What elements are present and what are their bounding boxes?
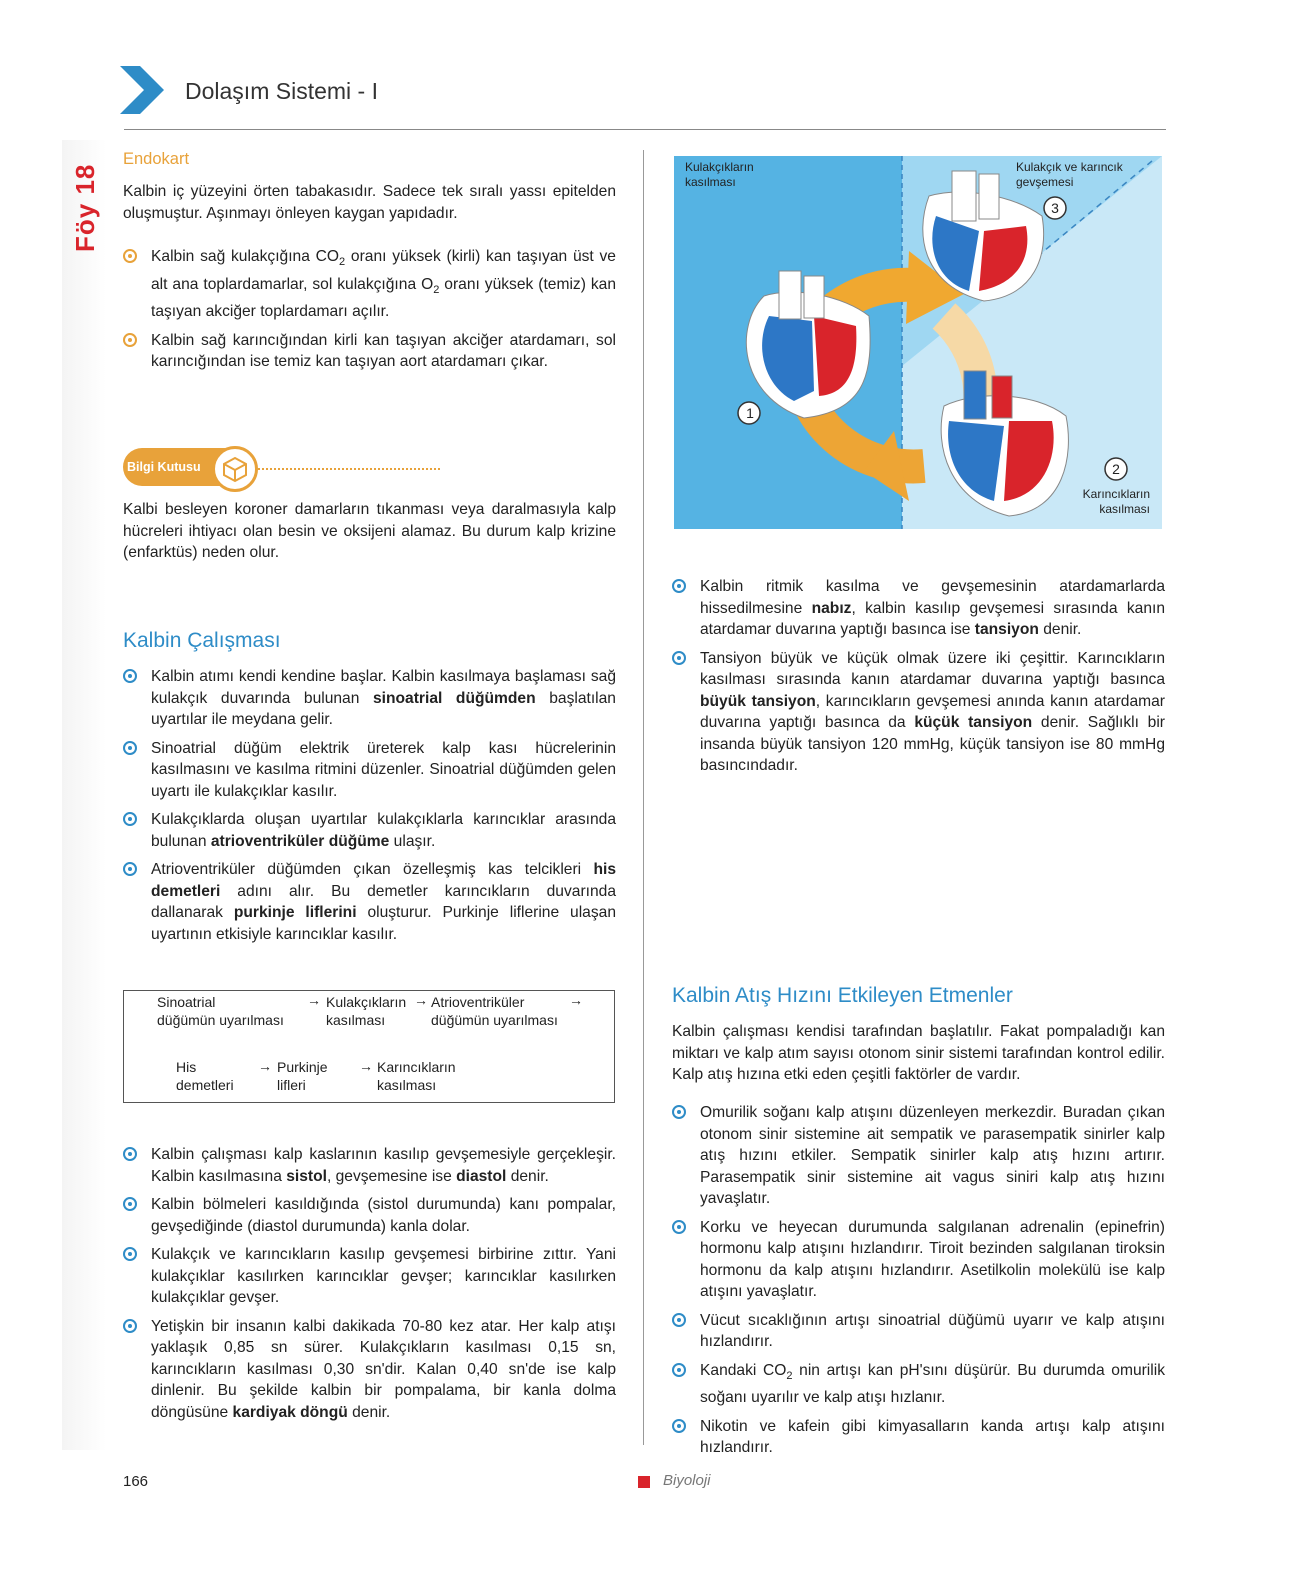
bullet-icon bbox=[123, 249, 137, 263]
bullet-icon bbox=[123, 812, 137, 826]
list-item: Kulakçıklarda oluşan uyartılar kulakçıklarla karıncıklar arasında bulunan atrioventriküler düğüme ulaşır. bbox=[123, 809, 616, 852]
figure-label-karincik-kasilmasi: Karıncıkların kasılması bbox=[1082, 487, 1150, 516]
box-icon bbox=[212, 446, 258, 492]
endokart-title: Endokart bbox=[123, 150, 190, 168]
flow-arrow: → bbox=[359, 1058, 373, 1074]
list-item: Korku ve heyecan durumunda salgılanan adrenalin (epinefrin) hormonu kalp atışını hızlandırır. Tiroit bezinden salgılanan tiroksin hormonu da kalp atışını hızlandırır. Asetilkolin molekülü ise kalp atışını yavaşlatır. bbox=[672, 1217, 1165, 1303]
side-tab bbox=[62, 140, 106, 1450]
endokart-text: Kalbin iç yüzeyini örten tabakasıdır. Sadece tek sıralı yassı epitelden oluşmuştur. Aşınmayı önleyen kaygan yapıdadır. bbox=[123, 183, 616, 222]
flow-step-purkinje: Purkinje lifleri bbox=[277, 1059, 328, 1093]
cardiac-cycle-figure bbox=[674, 156, 1162, 529]
column-divider bbox=[643, 150, 644, 1445]
etmenler-intro: Kalbin çalışması kendisi tarafından başlatılır. Fakat pompaladığı kan miktarı ve kalp atım sayısı otonom sinir sistemi tarafından kontrol edilir. Kalp atış hızına etki eden çeşitli faktörler de vardır. bbox=[672, 1023, 1165, 1083]
list-item: Kalbin sağ karıncığından kirli kan taşıyan akciğer atardamarı, sol karıncığından ise temiz kan taşıyan aort atardamarı çıkar. bbox=[123, 330, 616, 373]
info-box-label: Bilgi Kutusu bbox=[127, 460, 201, 474]
page-title: Dolaşım Sistemi - I bbox=[185, 78, 378, 104]
sistol-list bbox=[123, 1144, 616, 1430]
bullet-icon bbox=[672, 1220, 686, 1234]
bullet-icon bbox=[123, 669, 137, 683]
flow-step-kulakcik: Kulakçıkların kasılması bbox=[326, 994, 407, 1028]
list-item: Tansiyon büyük ve küçük olmak üzere iki çeşittir. Karıncıkların kasılması sırasında kanın atardamar duvarına yaptığı basınca büyük tansiyon, karıncıkların gevşemesi anında kanın atardamar duvarına yaptığı basınca da küçük tansiyon denir. Sağlıklı bir insanda büyük tansiyon 120 mmHg, küçük tansiyon ise 80 mmHg basıncındadır. bbox=[672, 648, 1165, 777]
subject-square-icon bbox=[638, 1476, 650, 1488]
bullet-icon bbox=[123, 1147, 137, 1161]
page-number: 166 bbox=[123, 1473, 149, 1490]
flow-arrow: → bbox=[258, 1058, 272, 1074]
section-title-kalbin-calismasi: Kalbin Çalışması bbox=[123, 629, 281, 652]
bullet-icon bbox=[123, 862, 137, 876]
bullet-icon bbox=[123, 1319, 137, 1333]
flow-step-his: His demetleri bbox=[176, 1059, 234, 1093]
chevron-logo-icon bbox=[120, 66, 166, 114]
bullet-icon bbox=[672, 1363, 686, 1377]
flow-arrow: → bbox=[569, 992, 583, 1008]
list-item: Atrioventriküler düğümden çıkan özelleşmiş kas telcikleri his demetleri adını alır. Bu demetler karıncıkların duvarında dallanarak purkinje liflerini oluşturur. Purkinje liflerine ulaşan uyartının etkisiyle karıncıklar kasılır. bbox=[123, 859, 616, 945]
section-title-etmenler: Kalbin Atış Hızını Etkileyen Etmenler bbox=[672, 984, 1013, 1007]
list-item: Kalbin atımı kendi kendine başlar. Kalbin kasılmaya başlaması sağ kulakçık duvarında bulunan sinoatrial düğümden başlatılan uyartılar ile meydana gelir. bbox=[123, 666, 616, 731]
bullet-icon bbox=[672, 1419, 686, 1433]
list-item: Omurilik soğanı kalp atışını düzenleyen merkezdir. Buradan çıkan otonom sinir sistemine ait sempatik ve parasempatik sinirler kalp atış hızını etkiler. Sempatik sinirler kalp atış hızını artırır. Parasempatik sinir sistemine ait vagus siniri kalp atış hızını yavaşlatır. bbox=[672, 1102, 1165, 1210]
flow-arrow: → bbox=[307, 992, 321, 1008]
header-rule bbox=[124, 129, 1166, 130]
flow-step-karincik: Karıncıkların kasılması bbox=[377, 1059, 456, 1093]
kalbin-calismasi-list bbox=[123, 666, 616, 952]
figure-label-gevseme: Kulakçık ve karıncık gevşemesi bbox=[1016, 160, 1123, 189]
subject-label: Biyoloji bbox=[663, 1472, 711, 1489]
list-item: Sinoatrial düğüm elektrik üreterek kalp kası hücrelerinin kasılmasını ve kasılma ritmini düzenler. Sinoatrial düğümden gelen uyartı ile kulakçıklar kasılır. bbox=[123, 738, 616, 803]
list-item: Vücut sıcaklığının artışı sinoatrial düğümü uyarır ve kalp atışını hızlandırır. bbox=[672, 1310, 1165, 1353]
endokart-list bbox=[123, 246, 616, 380]
bullet-icon bbox=[123, 1247, 137, 1261]
bullet-icon bbox=[123, 1197, 137, 1211]
list-item: Kulakçık ve karıncıkların kasılıp gevşemesi birbirine zıttır. Yani kulakçıklar kasılırken karıncıklar gevşer; karıncıklar kasılırken kulakçıklar gevşer. bbox=[123, 1244, 616, 1309]
figure-number-1: 1 bbox=[746, 405, 754, 421]
list-item: Yetişkin bir insanın kalbi dakikada 70-80 kez atar. Her kalp atışı yaklaşık 0,85 sn sürer. Kulakçıkların kasılması 0,15 sn, karıncıkların kasılması 0,30 sn'dir. Kalan 0,40 sn'de ise kalp dinlenir. Bu şekilde kalbin bir pompalama, bir kanla dolma döngüsüne kardiyak döngü denir. bbox=[123, 1316, 616, 1424]
flow-arrow: → bbox=[414, 992, 428, 1008]
list-item: Kalbin çalışması kalp kaslarının kasılıp gevşemesiyle gerçekleşir. Kalbin kasılmasına sistol, gevşemesine ise diastol denir. bbox=[123, 1144, 616, 1187]
bullet-icon bbox=[123, 333, 137, 347]
list-item: Kandaki $CO_2$ nin artışı kan pH'sını düşürür. Bu durumda omurilik soğanı uyarılır ve kalp atışı hızlanır. bbox=[672, 1360, 1165, 1409]
side-tab-label: Föy 18 bbox=[70, 163, 100, 252]
figure-number-2: 2 bbox=[1112, 461, 1120, 477]
bullet-icon bbox=[672, 579, 686, 593]
info-box-text: Kalbi besleyen koroner damarların tıkanması veya daralmasıyla kalp hücreleri ihtiyacı olan besin ve oksijeni alamaz. Bu durum kalp krizine (enfarktüs) neden olur. bbox=[123, 501, 616, 561]
flow-step-atrioventrikuler: Atrioventriküler düğümün uyarılması bbox=[431, 994, 558, 1028]
list-item: Kalbin sağ kulakçığına $CO_2$ oranı yüksek (kirli) kan taşıyan üst ve alt ana toplardamarlar, sol kulakçığına $O_2$ oranı yüksek (temiz) kan taşıyan akciğer toplardamarı açılır. bbox=[123, 246, 616, 323]
flow-step-sinoatrial: Sinoatrial düğümün uyarılması bbox=[157, 994, 284, 1028]
etmenler-list bbox=[672, 1102, 1165, 1466]
cardiac-cycle-diagram bbox=[674, 156, 1162, 529]
bullet-icon bbox=[672, 1105, 686, 1119]
nabiz-list bbox=[672, 576, 1165, 784]
list-item: Nikotin ve kafein gibi kimyasalların kanda artışı kalp atışını hızlandırır. bbox=[672, 1416, 1165, 1459]
list-item: Kalbin ritmik kasılma ve gevşemesinin atardamarlarda hissedilmesine nabız, kalbin kasılıp gevşemesi sırasında kanın atardamar duvarına yaptığı basınca ise tansiyon denir. bbox=[672, 576, 1165, 641]
list-item: Kalbin bölmeleri kasıldığında (sistol durumunda) kanı pompalar, gevşediğinde (diastol durumunda) kanla dolar. bbox=[123, 1194, 616, 1237]
figure-label-kulakcik-kasilmasi: Kulakçıkların kasılması bbox=[685, 160, 754, 189]
bullet-icon bbox=[672, 651, 686, 665]
info-box-dotted-line bbox=[258, 468, 440, 470]
bullet-icon bbox=[672, 1313, 686, 1327]
figure-number-3: 3 bbox=[1051, 200, 1059, 216]
bullet-icon bbox=[123, 741, 137, 755]
